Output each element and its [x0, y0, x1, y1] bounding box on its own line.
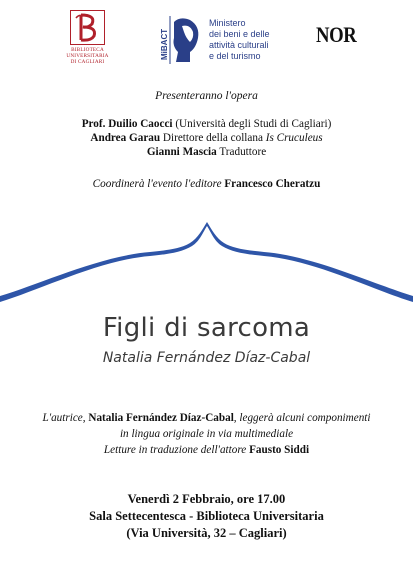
ministry-emblem-icon	[160, 16, 204, 64]
presenter-2-series: Is Cruculeus	[265, 132, 323, 144]
ministry-line-1: Ministero	[209, 18, 246, 28]
biblioteca-mark-icon	[70, 10, 105, 45]
presenter-1-role: (Università degli Studi di Cagliari)	[172, 118, 332, 130]
presenter-3-role: Traduttore	[216, 146, 267, 158]
presenter-2-role: Direttore della collana	[160, 132, 266, 144]
book-title: Figli di sarcoma	[102, 313, 311, 343]
reading-line-2: in lingua originale in via multimediale	[119, 428, 294, 440]
presenter-2-name: Andrea Garau	[90, 132, 161, 144]
event-date: Venerdì 2 Febbraio, ore 17.00	[127, 492, 286, 506]
moderator-text: Coordinerà l'evento l'editore	[92, 178, 225, 190]
moderator-line	[0, 177, 413, 191]
reading-line-3	[0, 443, 413, 457]
biblioteca-logo	[64, 10, 111, 63]
arc-graphic	[0, 220, 413, 310]
presenter-1	[0, 117, 413, 131]
book-author: Natalia Fernández Díaz-Cabal	[102, 350, 311, 366]
publisher-logo: NOR	[316, 22, 357, 47]
ministry-emblem-text: MiBACT	[160, 28, 169, 60]
biblioteca-caption-2: UNIVERSITARIA	[66, 53, 109, 59]
presenter-3	[0, 145, 413, 159]
event-venue: Sala Settecentesca - Biblioteca Universitaria	[89, 509, 324, 523]
moderator-name: Francesco Cheratzu	[224, 178, 321, 190]
presenter-3-name: Gianni Mascia	[146, 146, 217, 158]
reading-translation: Letture in traduzione dell'attore	[103, 444, 250, 456]
presenter-2	[0, 131, 413, 145]
reading-intro: L'autrice,	[42, 412, 89, 424]
reading-action: , leggerà alcuni componimenti	[233, 412, 371, 424]
presenter-1-name: Prof. Duilio Caocci	[81, 118, 173, 130]
reading-line-1	[0, 411, 413, 425]
ministry-line-4: e del turismo	[209, 51, 261, 61]
ministry-logo	[160, 16, 310, 66]
reading-actor-name: Fausto Siddi	[249, 444, 310, 456]
intro-text: Presenteranno l'opera	[155, 90, 258, 102]
ministry-line-3: attività culturali	[209, 40, 269, 50]
ministry-line-2: dei beni e delle	[209, 29, 270, 39]
biblioteca-caption-1: BIBLIOTECA	[71, 47, 104, 53]
reading-author-name: Natalia Fernández Díaz-Cabal	[88, 412, 234, 424]
ministry-name	[209, 18, 309, 62]
event-address: (Via Università, 32 – Cagliari)	[126, 526, 287, 540]
biblioteca-caption-3: DI CAGLIARI	[70, 59, 105, 65]
